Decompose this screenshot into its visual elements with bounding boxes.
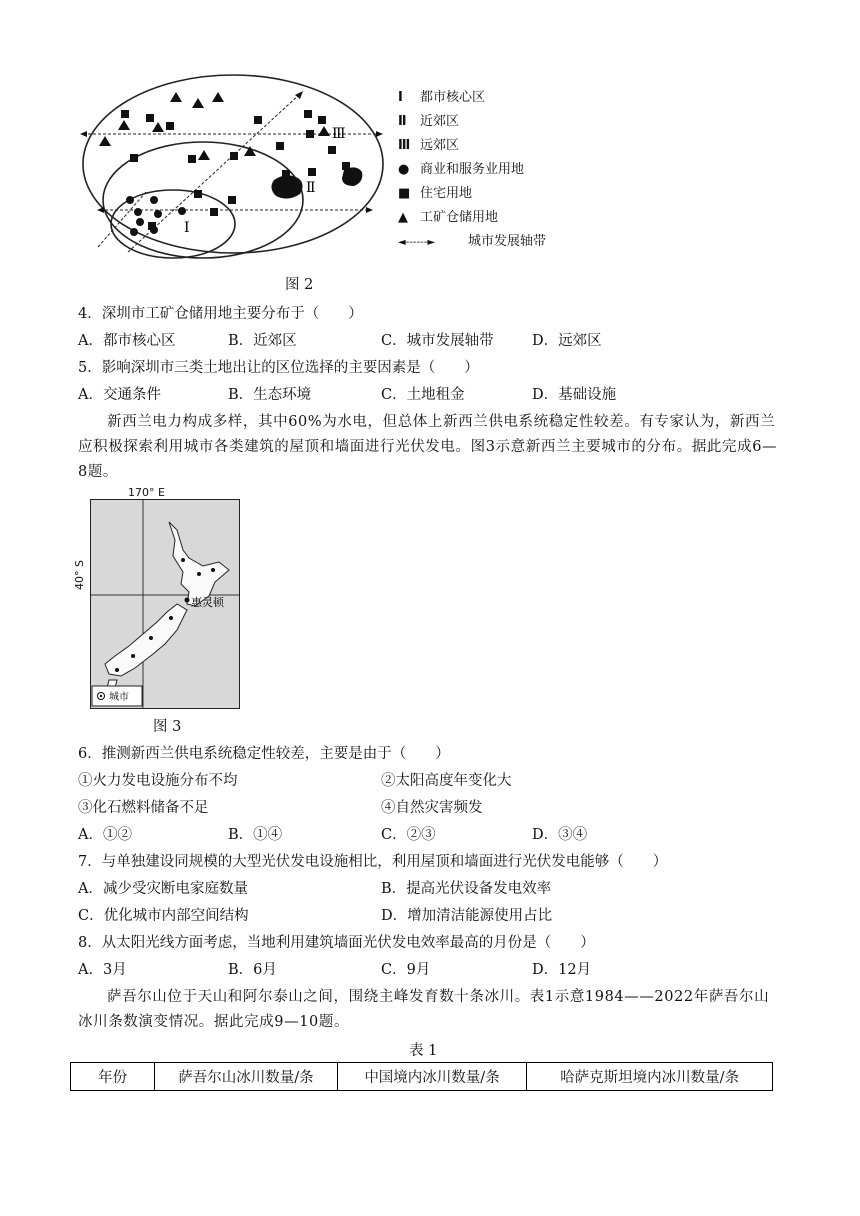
q4-option-b[interactable]: B．近郊区 (228, 333, 297, 349)
map-legend-label: 城市 (109, 692, 129, 703)
q7-option-b[interactable]: B．提高光伏设备发电效率 (381, 881, 552, 897)
table-1 (70, 1062, 773, 1091)
commercial-markers (126, 196, 186, 236)
q6-option-d[interactable]: D．③④ (532, 827, 588, 843)
question-5-stem: 5．影响深圳市三类土地出让的区位选择的主要因素是（ ） (78, 360, 479, 376)
south-island (105, 604, 187, 676)
zone-1-label: Ⅰ (184, 220, 190, 236)
legend-item-industrial: ▲ 工矿仓储用地 (398, 210, 499, 225)
figure-2-caption: 图 2 (285, 277, 314, 293)
q7-option-c[interactable]: C．优化城市内部空间结构 (78, 908, 249, 924)
passage-6-8: 新西兰电力构成多样，其中60%为水电，但总体上新西兰供电系统稳定性较差。有专家认为，新西兰应积极探索利用城市各类建筑的屋顶和墙面进行光伏发电。图3示意新西兰主要城市的分布。据此完成6—8题。 (78, 414, 778, 480)
q5-option-a[interactable]: A．交通条件 (78, 387, 161, 403)
table-header-row (71, 1063, 773, 1091)
legend-item-commercial: ● 商业和服务业用地 (398, 162, 525, 177)
figure-3-caption: 图 3 (153, 719, 182, 735)
q4-option-d[interactable]: D．远郊区 (532, 333, 602, 349)
passage-9-10: 萨吾尔山位于天山和阿尔泰山之间，围绕主峰发育数十条冰川。表1示意1984——2022年萨吾尔山冰川条数演变情况。据此完成9—10题。 (78, 989, 770, 1030)
residential-cluster-2 (342, 167, 362, 186)
q4-option-c[interactable]: C．城市发展轴带 (381, 333, 494, 349)
wellington-label: 惠灵顿 (191, 596, 224, 609)
q5-option-b[interactable]: B．生态环境 (228, 387, 312, 403)
legend-item-outer-suburb: Ⅲ 远郊区 (398, 138, 460, 153)
north-island (169, 522, 229, 606)
question-8-stem: 8．从太阳光线方面考虑，当地利用建筑墙面光伏发电效率最高的月份是（ ） (78, 935, 595, 951)
q7-option-d[interactable]: D．增加清洁能源使用占比 (381, 908, 553, 924)
q7-option-a[interactable]: A．减少受灾断电家庭数量 (78, 881, 248, 897)
q5-option-c[interactable]: C．土地租金 (381, 387, 465, 403)
legend-item-residential: ■ 住宅用地 (398, 186, 473, 201)
q5-option-d[interactable]: D．基础设施 (532, 387, 617, 403)
header-china-glaciers: 中国境内冰川数量/条 (337, 1063, 527, 1091)
question-7-stem: 7．与单独建设同规模的大型光伏发电设施相比，利用屋顶和墙面进行光伏发电能够（ ） (78, 854, 668, 870)
urban-zone-diagram (78, 72, 388, 262)
latitude-label: 40° S (73, 560, 86, 590)
zone-2-label: Ⅱ (306, 180, 316, 196)
q6-option-b[interactable]: B．①④ (228, 827, 283, 843)
map-graphic (91, 500, 239, 708)
q6-option-a[interactable]: A．①② (78, 827, 132, 843)
legend-item-core: Ⅰ 都市核心区 (398, 90, 486, 105)
q6-item-2: ②太阳高度年变化大 (381, 773, 512, 789)
q8-option-c[interactable]: C．9月 (381, 962, 431, 978)
question-4-stem: 4．深圳市工矿仓储用地主要分布于（ ） (78, 306, 363, 322)
zone-3-label: Ⅲ (332, 126, 346, 142)
new-zealand-map (90, 499, 240, 709)
legend-item-axis: ◄------► 城市发展轴带 (398, 234, 547, 249)
zone-3-boundary (83, 75, 383, 253)
q8-option-a[interactable]: A．3月 (78, 962, 127, 978)
residential-cluster-1 (271, 175, 302, 198)
q6-item-4: ④自然灾害频发 (381, 800, 483, 816)
q6-item-3: ③化石燃料储备不足 (78, 800, 209, 816)
q6-option-c[interactable]: C．②③ (381, 827, 436, 843)
q8-option-d[interactable]: D．12月 (532, 962, 592, 978)
q4-option-a[interactable]: A．都市核心区 (78, 333, 176, 349)
header-kazakhstan-glaciers: 哈萨克斯坦境内冰川数量/条 (527, 1063, 773, 1091)
q6-item-1: ①火力发电设施分布不均 (78, 773, 238, 789)
question-6-stem: 6．推测新西兰供电系统稳定性较差，主要是由于（ ） (78, 746, 450, 762)
legend-item-suburb: Ⅱ 近郊区 (398, 114, 460, 129)
longitude-label: 170° E (128, 486, 165, 499)
industrial-markers (99, 92, 330, 160)
header-year: 年份 (71, 1063, 155, 1091)
q8-option-b[interactable]: B．6月 (228, 962, 277, 978)
table-1-caption: 表 1 (409, 1043, 438, 1059)
header-sawuer-glaciers: 萨吾尔山冰川数量/条 (155, 1063, 338, 1091)
